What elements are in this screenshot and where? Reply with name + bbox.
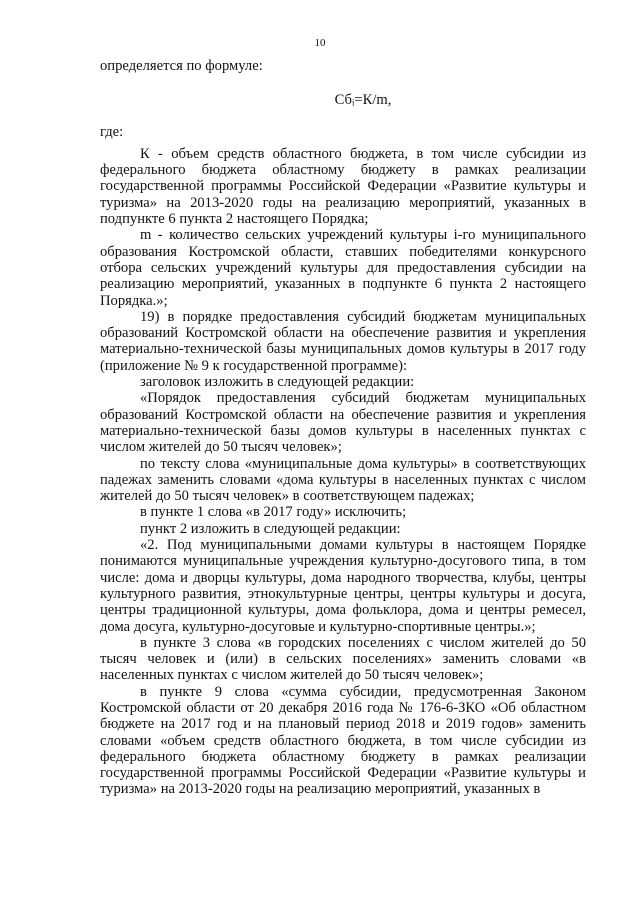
paragraph-text-replacement: по тексту слова «муниципальные дома культуры» в соответствующих падежах заменить словами «дома культуры в населенных пунктах с числом жителей до 50 тысяч человек» в соответствующем падежах; xyxy=(100,455,586,505)
page-number: 10 xyxy=(314,37,326,49)
formula: Сбᵢ=К/m, xyxy=(334,92,392,109)
document-body xyxy=(100,58,586,798)
paragraph-item-19: 19) в порядке предоставления субсидий бюджетам муниципальных образований Костромской области на обеспечение развития и укрепления материально-технической базы муниципальных домов культуры в 2017 году (приложение № 9 к государственной программе): xyxy=(100,308,586,374)
paragraph-new-heading: «Порядок предоставления субсидий бюджетам муниципальных образований Костромской области на обеспечение развития и укрепления материально-технической базы домов культуры в населенных пунктах с числом жителей до 50 тысяч человек»; xyxy=(100,390,586,456)
paragraph-point-2-instruction: пункт 2 изложить в следующей редакции: xyxy=(140,520,401,537)
paragraph-k-definition: К - объем средств областного бюджета, в том числе субсидии из федерального бюджета областному бюджету в рамках реализации государственной программы Российской Федерации «Развитие культуры и туризма» на 2013-2020 годы на реализацию мероприятий, указанных в подпункте 6 пункта 2 настоящего Порядка; xyxy=(100,145,586,228)
intro-line: определяется по формуле: xyxy=(100,58,263,74)
paragraph-point-3: в пункте 3 слова «в городских поселениях с числом жителей до 50 тысяч человек и (или) в сельских поселениях» заменить словами «в населенных пунктах с числом жителей до 50 тысяч человек»; xyxy=(100,634,586,684)
paragraph-point-2-text: «2. Под муниципальными домами культуры в настоящем Порядке понимаются муниципальные учреждения культурно-досугового типа, в том числе: дома и дворцы культуры, дома народного творчества, клубы, центры культурного развития, этнокультурные центры, центры культуры и досуга, центры традиционной культуры, дома фольклора, дома и центры ремесел, дома досуга, культурно-досуговые и культурно-спортивные центры.»; xyxy=(100,537,586,635)
paragraph-point-9: в пункте 9 слова «сумма субсидии, предусмотренная Законом Костромской области от 20 декабря 2016 года № 176-6-ЗКО «Об областном бюджете на 2017 год и на плановый период 2018 и 2019 годов» заменить словами «объем средств областного бюджета, в том числе субсидии из федерального бюджета областному бюджету в рамках реализации государственной программы Российской Федерации «Развитие культуры и туризма» на 2013-2020 годы на реализацию мероприятий, указанных в xyxy=(100,683,586,798)
where-label: где: xyxy=(100,123,124,140)
paragraph-heading-instruction: заголовок изложить в следующей редакции: xyxy=(140,374,415,391)
paragraph-m-definition: m - количество сельских учреждений культуры i-го муниципального образования Костромской области, ставших победителями конкурсного отбора сельских учреждений культуры для предоставления субсидии на реализацию мероприятий, указанных в подпункте 6 пункта 2 настоящего Порядка.»; xyxy=(100,227,586,309)
paragraph-point-1: в пункте 1 слова «в 2017 году» исключить; xyxy=(140,504,407,521)
